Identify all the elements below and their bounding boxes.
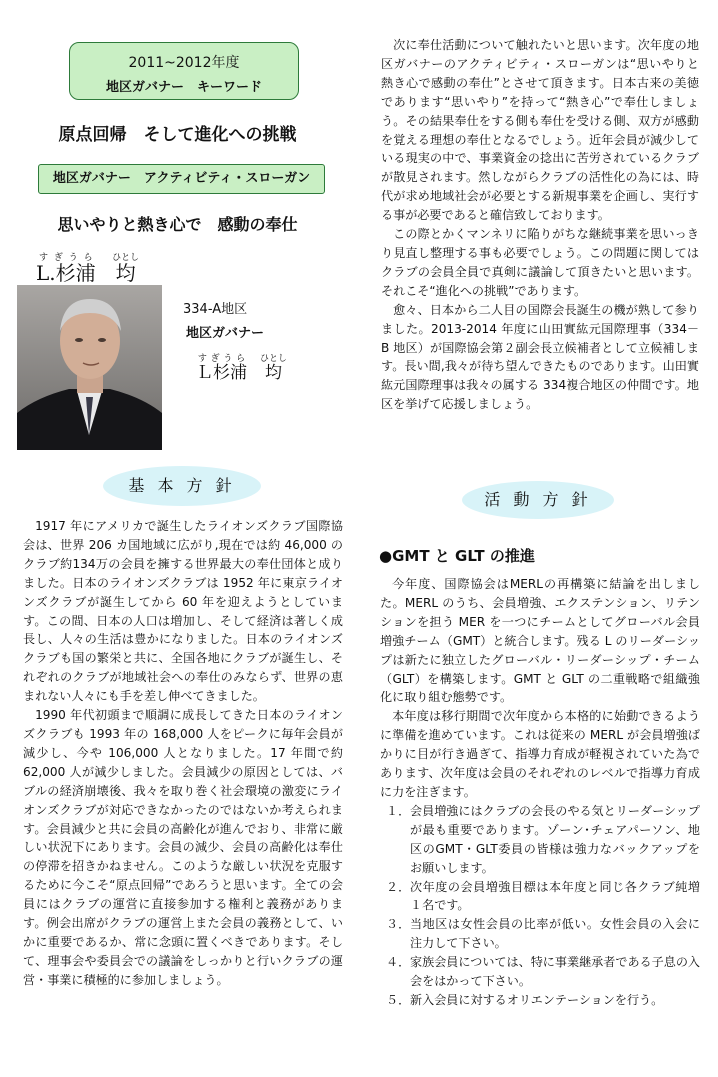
list-item: ３． 当地区は女性会員の比率が低い。女性会員の入会に注力して下さい。 <box>386 917 700 951</box>
district-label: 334-A地区 <box>183 302 248 317</box>
governor-given-name: 均ひとし <box>112 253 140 285</box>
governor-name-small <box>196 354 287 383</box>
activity-text <box>380 575 700 1010</box>
right-paragraph: この際とかくマンネリに陥りがちな継続事業を思いっきり見直し整理する事も必要でしょう。この問題に関してはクラブの会員全員で真剣に議論して頂きたいと思います。それこそ“進化への挑戦”であります。 <box>381 227 699 298</box>
activity-paragraph: 本年度は移行期間で次年度から本格的に始動できるように準備を進めています。これは従来の MERL が会員増強ばかりに目が行き過ぎて、指導力育成が軽視されていた為であります、次年度は会員のそれぞれのレベルで指導力育成に力を注ぎます。 <box>380 709 700 799</box>
right-paragraph: 愈々、日本から二人目の国際会長誕生の機が熟して参りました。2013-2014 年度に山田實紘元国際理事（334－B 地区）が国際協会第２副会長立候補者として立候補します。長い間,我々が待ち望んできたものであります。山田實紘元国際理事は我々の属する 334複合地区の仲間です。地区を挙げて応援しましょう。 <box>381 302 699 412</box>
governor-name-large <box>36 253 139 286</box>
activity-policy-heading: 活 動 方 針 <box>462 481 614 519</box>
keyword-year: 2011~2012年度 <box>128 55 240 71</box>
basic-paragraph: 1990 年代初頭まで順調に成長してきた日本のライオンズクラブも 1993 年の 168,000 人をピークに毎年会員が減少し、今や 106,000 人となりました。17 年間で約 62,000 人が減少しました。会員減少の原因としては、バブルの経済崩壊後、我々を取り巻く社会環境の激変にライオンズクラブが対応できなかったのではないか考えられます。会員減少と共に会員の高齢化が進んでおり、非常に厳しい状況下にあります。会員の減少、会員の高齢化は奉仕の停滞を招きかねません。このような厳しい状況を克服するために今こそ“原点回帰”であろうと思います。全ての会員にはクラブの運営に直接参加する権利と義務があります。例会出席がクラブの運営上また会員の義務として、いかに重要であるか、常に念頭に置くべきであります。そして、理事会や委員会での議論をしっかりと行いクラブの運営・事業に積極的に参加しましょう。 <box>23 708 343 987</box>
governor-given-name-small: 均ひとし <box>260 354 288 383</box>
governor-photo <box>17 285 162 450</box>
right-paragraph: 次に奉仕活動について触れたいと思います。次年度の地区ガバナーのアクティビティ・スローガンは“思いやりと熱き心で感動の奉仕”とさせて頂きます。日本古来の美徳であります“思いやり”を持って“熱き心”で奉仕しましょう。その結果奉仕をする側も奉仕を受ける側、双方が感動を覚える理想の奉仕となるでしょう。近年会員が減少している現実の中で、事業資金の捻出に苦労されているクラブが散見されます。然しながらクラブの活性化の為には、時代が求め地域社会が必要とする新規事業を企画し、実行する事が必要であると確信致しております。 <box>381 38 699 223</box>
keyword-box <box>69 42 299 100</box>
activity-list <box>380 802 700 1010</box>
list-item: １． 会員増強にはクラブの会長のやる気とリーダーシップが最も重要であります。ゾーン･チェアパーソン、地区のGMT・GLT委員の皆様は強力なバックアップをお願いします。 <box>386 803 700 875</box>
slogan-box: 地区ガバナー アクティビティ・スローガン <box>38 164 325 194</box>
basic-policy-heading: 基 本 方 針 <box>103 466 261 506</box>
governor-role: 地区ガバナー <box>186 326 265 341</box>
right-top-text <box>381 36 699 414</box>
governor-family-name-small: Ｌ杉浦すぎうら <box>196 354 247 383</box>
list-item: ５． 新入会員に対するオリエンテーションを行う。 <box>386 992 664 1007</box>
gmt-glt-heading: ●GMT と GLT の推進 <box>379 547 535 565</box>
portrait-image <box>17 285 162 450</box>
governor-family-name: L.杉浦すぎうら <box>36 253 96 285</box>
activity-paragraph: 今年度、国際協会はMERLの再構築に結論を出しました。MERL のうち、会員増強、エクステンション、リテンションを担う MER を一つにチームとしてグローバル会員増強チーム（GMT）と統合します。残る L のリーダーシップは新たに独立したグローバル・リーダーシップ・チーム（GLT）を構築します。GMT と GLT の二重戦略で組織強化に取り組む態勢です。 <box>380 577 700 705</box>
motto: 原点回帰 そして進化への挑戦 <box>58 125 297 145</box>
basic-policy-text <box>23 517 343 990</box>
basic-paragraph: 1917 年にアメリカで誕生したライオンズクラブ国際協会は、世界 206 カ国地域に広がり,現在では約 46,000 のクラブ約134万の会員を擁する世界最大の奉仕団体と成りました。日本のライオンズクラブは 1952 年に東京ライオンズクラブが誕生してから 60 年を迎えようとしています。この間、日本の人口は増加し、そして経済は著しく成長し、人々の生活は豊かになりました。日本のライオンズクラブも国の繁栄と共に、全国各地にクラブが誕生し、それぞれのクラブが地域社会への奉仕のみならず、世界の恵まれない人々にも手を差し伸べてきました。 <box>23 519 343 704</box>
list-item: ４． 家族会員については、特に事業継承者である子息の入会をはかって下さい。 <box>386 955 701 989</box>
list-item: ２． 次年度の会員増強目標は本年度と同じ各クラブ純増１名です。 <box>386 879 700 913</box>
slogan: 思いやりと熱き心で 感動の奉仕 <box>57 215 298 234</box>
keyword-label: 地区ガバナー キーワード <box>105 80 262 95</box>
